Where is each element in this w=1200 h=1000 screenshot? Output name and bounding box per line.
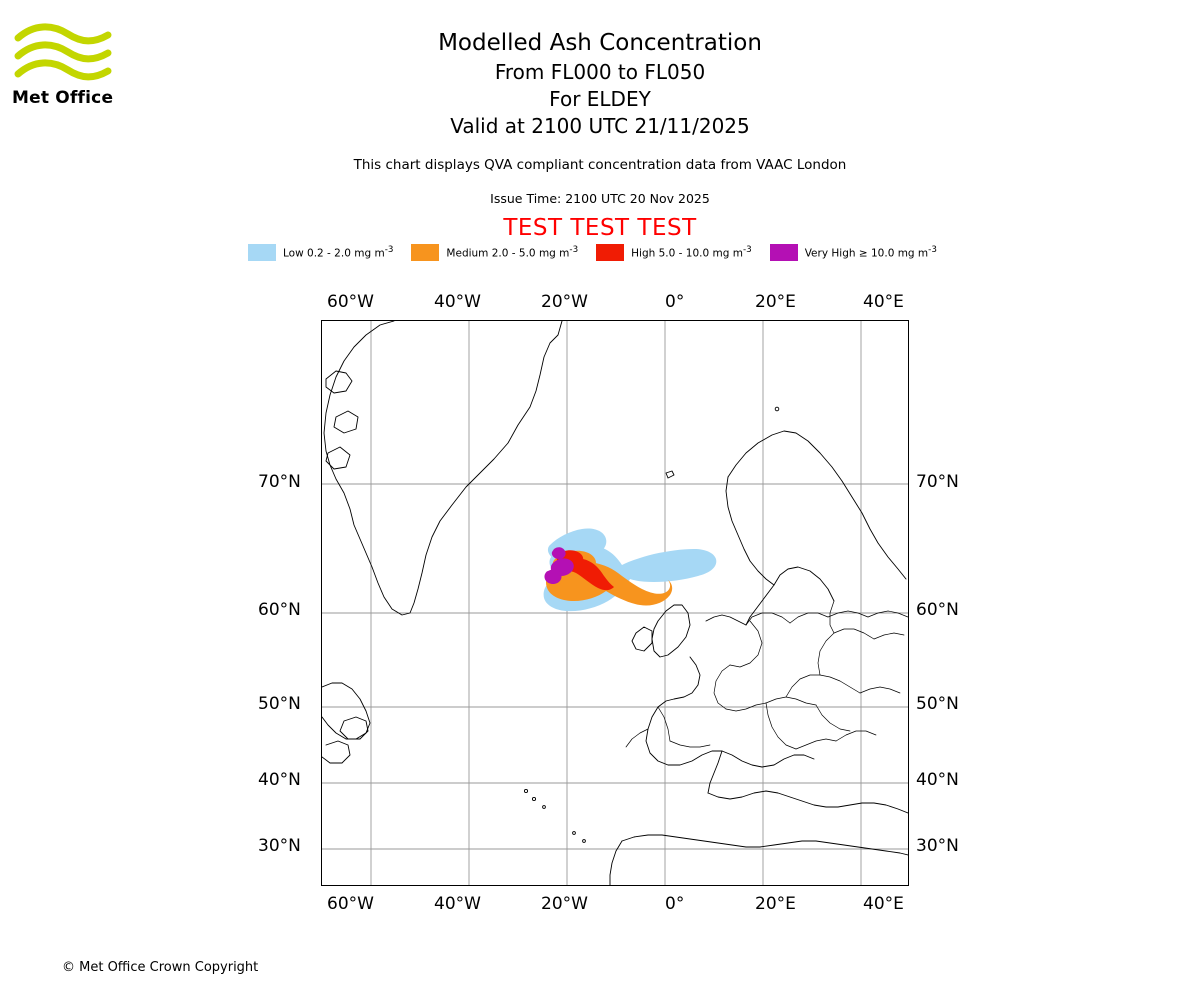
axis-label-bottom-40e: 40°E (863, 894, 904, 914)
ash-plume (544, 528, 717, 611)
legend-item-high (596, 244, 752, 261)
title-volcano: For ELDEY (549, 87, 651, 111)
coastlines (322, 321, 908, 886)
axis-label-bottom-20e: 20°E (755, 894, 796, 914)
axis-label-left-40n: 40°N (258, 770, 301, 790)
page-title: Modelled Ash Concentration (438, 30, 762, 56)
met-office-logo-text: Met Office (12, 88, 114, 108)
legend-swatch-very-high (770, 244, 798, 261)
chart-title-block (0, 28, 1200, 140)
axis-label-bottom-20w: 20°W (541, 894, 588, 914)
copyright-footer: © Met Office Crown Copyright (62, 960, 259, 975)
axis-label-right-40n: 40°N (916, 770, 959, 790)
axis-label-top-20e: 20°E (755, 292, 796, 312)
axis-label-top-40e: 40°E (863, 292, 904, 312)
legend-label-high: High 5.0 - 10.0 mg $m^{-3}$ (631, 244, 752, 260)
legend-swatch-low (248, 244, 276, 261)
legend-item-very-high (770, 244, 937, 261)
map-canvas (322, 321, 909, 886)
title-flight-levels: From FL000 to FL050 (494, 60, 706, 84)
legend-item-medium (411, 244, 578, 261)
issue-time: Issue Time: 2100 UTC 20 Nov 2025 (490, 191, 710, 206)
legend-item-low (248, 244, 393, 261)
legend-label-low: Low 0.2 - 2.0 mg $m^{-3}$ (283, 244, 394, 260)
axis-label-left-50n: 50°N (258, 694, 301, 714)
axis-label-top-40w: 40°W (434, 292, 481, 312)
axis-label-right-50n: 50°N (916, 694, 959, 714)
axis-label-top-20w: 20°W (541, 292, 588, 312)
legend-label-very-high: Very High ≥ 10.0 mg $m^{-3}$ (804, 244, 937, 260)
axis-label-left-30n: 30°N (258, 836, 301, 856)
test-banner: TEST TEST TEST (503, 215, 697, 241)
axis-label-right-30n: 30°N (916, 836, 959, 856)
axis-label-right-70n: 70°N (916, 472, 959, 492)
axis-label-right-60n: 60°N (916, 600, 959, 620)
qva-note: This chart displays QVA compliant concentration data from VAAC London (353, 157, 847, 173)
legend-swatch-high (596, 244, 624, 261)
ash-concentration-map[interactable] (321, 320, 909, 886)
title-valid-time: Valid at 2100 UTC 21/11/2025 (450, 114, 750, 138)
legend-label-medium: Medium 2.0 - 5.0 mg $m^{-3}$ (446, 244, 579, 260)
axis-label-top-0: 0° (665, 292, 685, 312)
axis-label-left-60n: 60°N (258, 600, 301, 620)
axis-label-top-60w: 60°W (327, 292, 374, 312)
axis-label-left-70n: 70°N (258, 472, 301, 492)
legend-swatch-medium (411, 244, 439, 261)
axis-label-bottom-40w: 40°W (434, 894, 481, 914)
map-gridlines (322, 321, 909, 886)
axis-label-bottom-0: 0° (665, 894, 685, 914)
axis-label-bottom-60w: 60°W (327, 894, 374, 914)
concentration-legend (248, 242, 988, 262)
